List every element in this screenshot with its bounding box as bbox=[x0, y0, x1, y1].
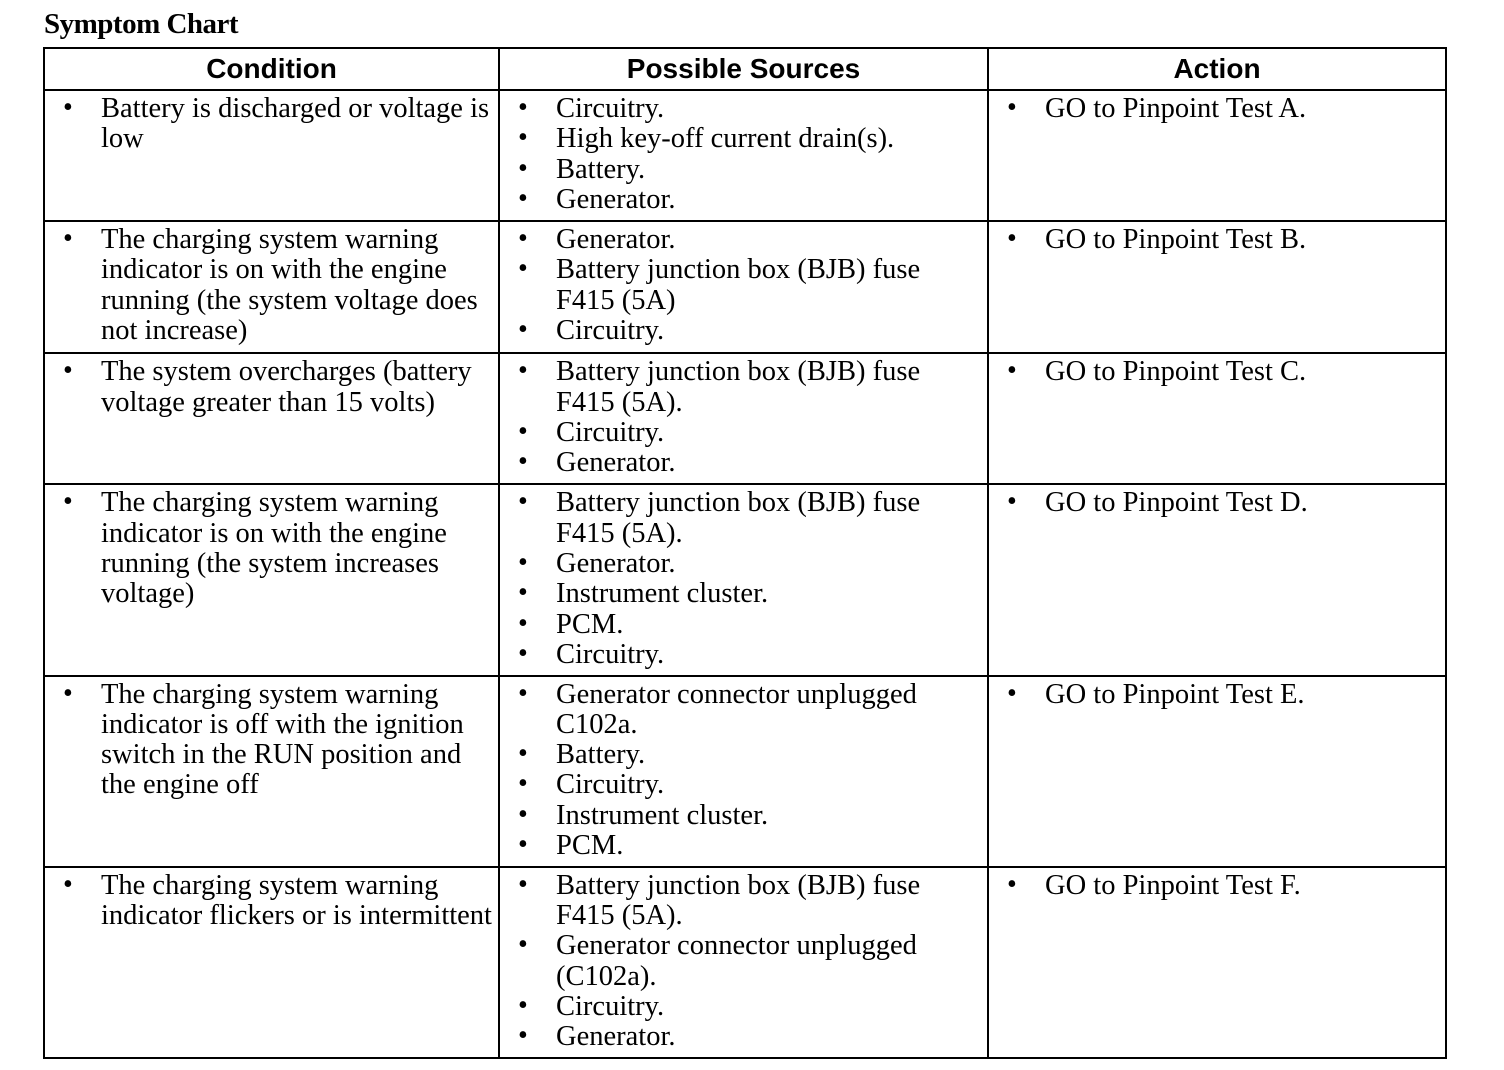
table-row bbox=[44, 676, 1446, 867]
source-item: • Generator. bbox=[556, 549, 983, 579]
action-text: • GO to Pinpoint Test A. bbox=[1045, 94, 1441, 124]
source-item: • Circuitry. bbox=[556, 640, 983, 670]
source-item: • Circuitry. bbox=[556, 316, 983, 346]
action-cell bbox=[988, 867, 1446, 1058]
sources-cell bbox=[499, 676, 988, 867]
source-item: • Generator. bbox=[556, 1022, 983, 1052]
table-row bbox=[44, 484, 1446, 675]
condition-text: • The charging system warning indicator is off with the ignition switch in the RUN position and the engine off bbox=[101, 680, 494, 801]
source-item: • Battery junction box (BJB) fuse F415 (5A). bbox=[556, 357, 983, 418]
condition-text: • The system overcharges (battery voltage greater than 15 volts) bbox=[101, 357, 494, 418]
table-row bbox=[44, 90, 1446, 221]
header-possible-sources: Possible Sources bbox=[499, 48, 988, 90]
action-text: • GO to Pinpoint Test D. bbox=[1045, 488, 1441, 518]
action-text: • GO to Pinpoint Test C. bbox=[1045, 357, 1441, 387]
sources-cell bbox=[499, 353, 988, 484]
action-cell bbox=[988, 90, 1446, 221]
source-item: • Generator. bbox=[556, 185, 983, 215]
table-row bbox=[44, 221, 1446, 353]
symptom-chart-table bbox=[43, 47, 1447, 1059]
condition-cell bbox=[44, 484, 499, 675]
source-item: • Battery junction box (BJB) fuse F415 (5A) bbox=[556, 255, 983, 316]
source-item: • Instrument cluster. bbox=[556, 801, 983, 831]
table-row bbox=[44, 353, 1446, 484]
source-item: • Circuitry. bbox=[556, 418, 983, 448]
source-item: • Battery. bbox=[556, 155, 983, 185]
header-row bbox=[44, 48, 1446, 90]
source-item: • Battery. bbox=[556, 740, 983, 770]
source-item: • PCM. bbox=[556, 610, 983, 640]
source-item: • Battery junction box (BJB) fuse F415 (5A). bbox=[556, 871, 983, 932]
condition-text: • Battery is discharged or voltage is low bbox=[101, 94, 494, 155]
source-item: • Battery junction box (BJB) fuse F415 (5A). bbox=[556, 488, 983, 549]
action-cell bbox=[988, 353, 1446, 484]
page-title: Symptom Chart bbox=[44, 8, 239, 40]
condition-cell bbox=[44, 221, 499, 353]
source-item: • Generator. bbox=[556, 448, 983, 478]
source-item: • Generator. bbox=[556, 225, 983, 255]
condition-cell bbox=[44, 676, 499, 867]
sources-cell bbox=[499, 221, 988, 353]
action-cell bbox=[988, 221, 1446, 353]
condition-text: • The charging system warning indicator is on with the engine running (the system voltage does not increase) bbox=[101, 225, 494, 346]
condition-cell bbox=[44, 867, 499, 1058]
source-item: • Generator connector unplugged (C102a). bbox=[556, 931, 983, 992]
action-text: • GO to Pinpoint Test B. bbox=[1045, 225, 1441, 255]
condition-cell bbox=[44, 90, 499, 221]
action-cell bbox=[988, 676, 1446, 867]
condition-cell bbox=[44, 353, 499, 484]
header-action: Action bbox=[988, 48, 1446, 90]
sources-cell bbox=[499, 90, 988, 221]
action-cell bbox=[988, 484, 1446, 675]
sources-cell bbox=[499, 867, 988, 1058]
condition-text: • The charging system warning indicator flickers or is intermittent bbox=[101, 871, 494, 932]
table-row bbox=[44, 867, 1446, 1058]
header-condition: Condition bbox=[44, 48, 499, 90]
source-item: • High key-off current drain(s). bbox=[556, 124, 983, 154]
source-item: • Circuitry. bbox=[556, 94, 983, 124]
sources-cell bbox=[499, 484, 988, 675]
condition-text: • The charging system warning indicator is on with the engine running (the system increases voltage) bbox=[101, 488, 494, 609]
action-text: • GO to Pinpoint Test E. bbox=[1045, 680, 1441, 710]
source-item: • PCM. bbox=[556, 831, 983, 861]
source-item: • Circuitry. bbox=[556, 770, 983, 800]
source-item: • Instrument cluster. bbox=[556, 579, 983, 609]
source-item: • Generator connector unplugged C102a. bbox=[556, 680, 983, 741]
source-item: • Circuitry. bbox=[556, 992, 983, 1022]
action-text: • GO to Pinpoint Test F. bbox=[1045, 871, 1441, 901]
